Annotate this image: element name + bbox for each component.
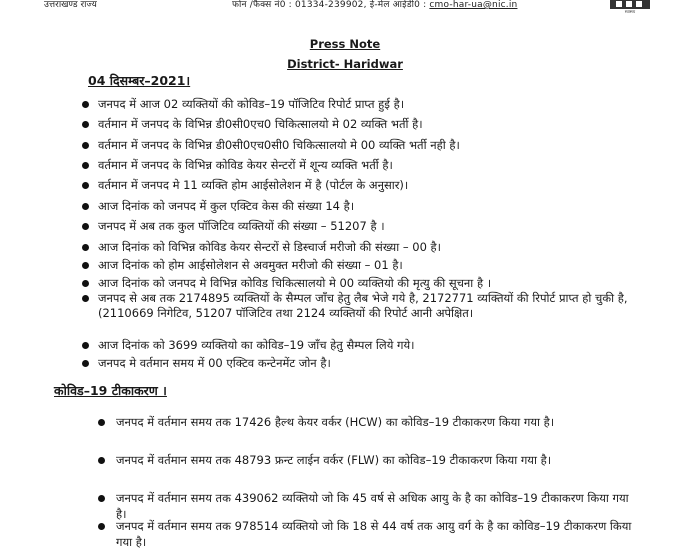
bullet-icon [82,262,89,269]
list-item: जनपद में वर्तमान समय तक 439062 व्यक्तियो जो कि 45 वर्ष से अधिक आयु के है का कोविड–19 टीकाकरण किया गया है। [116,490,636,522]
bullet-icon [98,523,105,530]
contact-line [232,0,517,10]
bullet-icon [98,495,105,502]
bullet-icon [82,223,89,230]
department-seal-icon [580,0,680,14]
list-item: आज दिनांक को 3699 व्यक्तियो का कोविड–19 जाँच हेतु सैम्पल लिये गये। [98,338,658,353]
list-item: जनपद में वर्तमान समय तक 48793 फ्रन्ट लाईन वर्कर (FLW) का कोविड–19 टीकाकरण किया गया है। [116,452,636,468]
contact-text: फोन /फैक्स नं0 : 01334-239902, ई-मेल आईडी0 : [232,0,427,10]
bullet-icon [82,121,89,128]
list-item: वर्तमान में जनपद के विभिन्न डी0सी0एच0सी0 चिकित्सालयो मे 00 व्यक्ति भर्ती नही है। [98,138,658,153]
list-item: वर्तमान में जनपद के विभिन्न कोविड केयर सेन्टरों में शून्य व्यक्ति भर्ती है। [98,158,658,173]
state-name: उत्तराखण्ड राज्य [44,0,97,10]
list-item: आज दिनांक को होम आईसोलेशन से अवमुक्त मरीजो की संख्या – 01 है। [98,258,658,273]
bullet-icon [98,419,105,426]
bullet-icon [82,244,89,251]
list-item: आज दिनांक को विभिन्न कोविड केयर सेन्टरों से डिस्चार्ज मरीजो की संख्या – 00 है। [98,240,658,255]
letterhead-strip [0,0,690,14]
date-heading: 04 दिसम्बर–2021। [88,73,191,88]
list-item: जनपद से अब तक 2174895 व्यक्तियों के सैम्पल जाँच हेतु लैब भेजे गये है, 2172771 व्यक्तियों की रिपोर्ट प्राप्त हो चुकी है, (2110669 निगेटिव, 51207 पॉजिटिव तथा 2124 व्यक्तियों की रिपोर्ट आनी अपेक्षित। [98,291,658,321]
bullet-icon [82,182,89,189]
seal-text: स्वास्थ्य [624,9,636,14]
vaccination-heading: कोविड–19 टीकाकरण । [54,383,167,398]
bullet-icon [82,295,89,302]
list-item: वर्तमान में जनपद मे 11 व्यक्ति होम आईसोलेशन में है (पोर्टल के अनुसार)। [98,178,658,193]
email-link[interactable]: cmo-har-ua@nic.in [429,0,518,10]
bullet-icon [82,142,89,149]
bullet-icon [82,162,89,169]
list-item: जनपद में वर्तमान समय तक 978514 व्यक्तियो जो कि 18 से 44 वर्ष तक आयु वर्ग के है का कोविड–19 टीकाकरण किया गया है। [116,518,636,550]
list-item: वर्तमान में जनपद के विभिन्न डी0सी0एच0 चिकित्सालयो मे 02 व्यक्ति भर्ती है। [98,117,658,132]
bullet-icon [82,280,89,287]
list-item: आज दिनांक को जनपद में कुल एक्टिव केस की संख्या 14 है। [98,199,658,214]
bullet-icon [82,342,89,349]
list-item: जनपद में आज 02 व्यक्तियों की कोविड–19 पॉजिटिव रिपोर्ट प्राप्त हुई है। [98,97,658,112]
list-item: जनपद मे वर्तमान समय में 00 एक्टिव कन्टेनमेंट जोन है। [98,356,658,371]
list-item: जनपद में अब तक कुल पॉजिटिव व्यक्तियों की संख्या – 51207 है । [98,219,658,234]
list-item: जनपद में वर्तमान समय तक 17426 हैल्थ केयर वर्कर (HCW) का कोविड–19 टीकाकरण किया गया है। [116,414,636,430]
list-item: आज दिनांक को जनपद मे विभिन्न कोविड चिकित्सालयो मे 00 व्यक्तियो की मृत्यु की सूचना है । [98,276,658,291]
bullet-icon [82,101,89,108]
bullet-icon [82,360,89,367]
bullet-icon [82,203,89,210]
district-title: District- Haridwar [287,57,403,71]
press-note-title: Press Note [309,37,381,51]
bullet-icon [98,457,105,464]
